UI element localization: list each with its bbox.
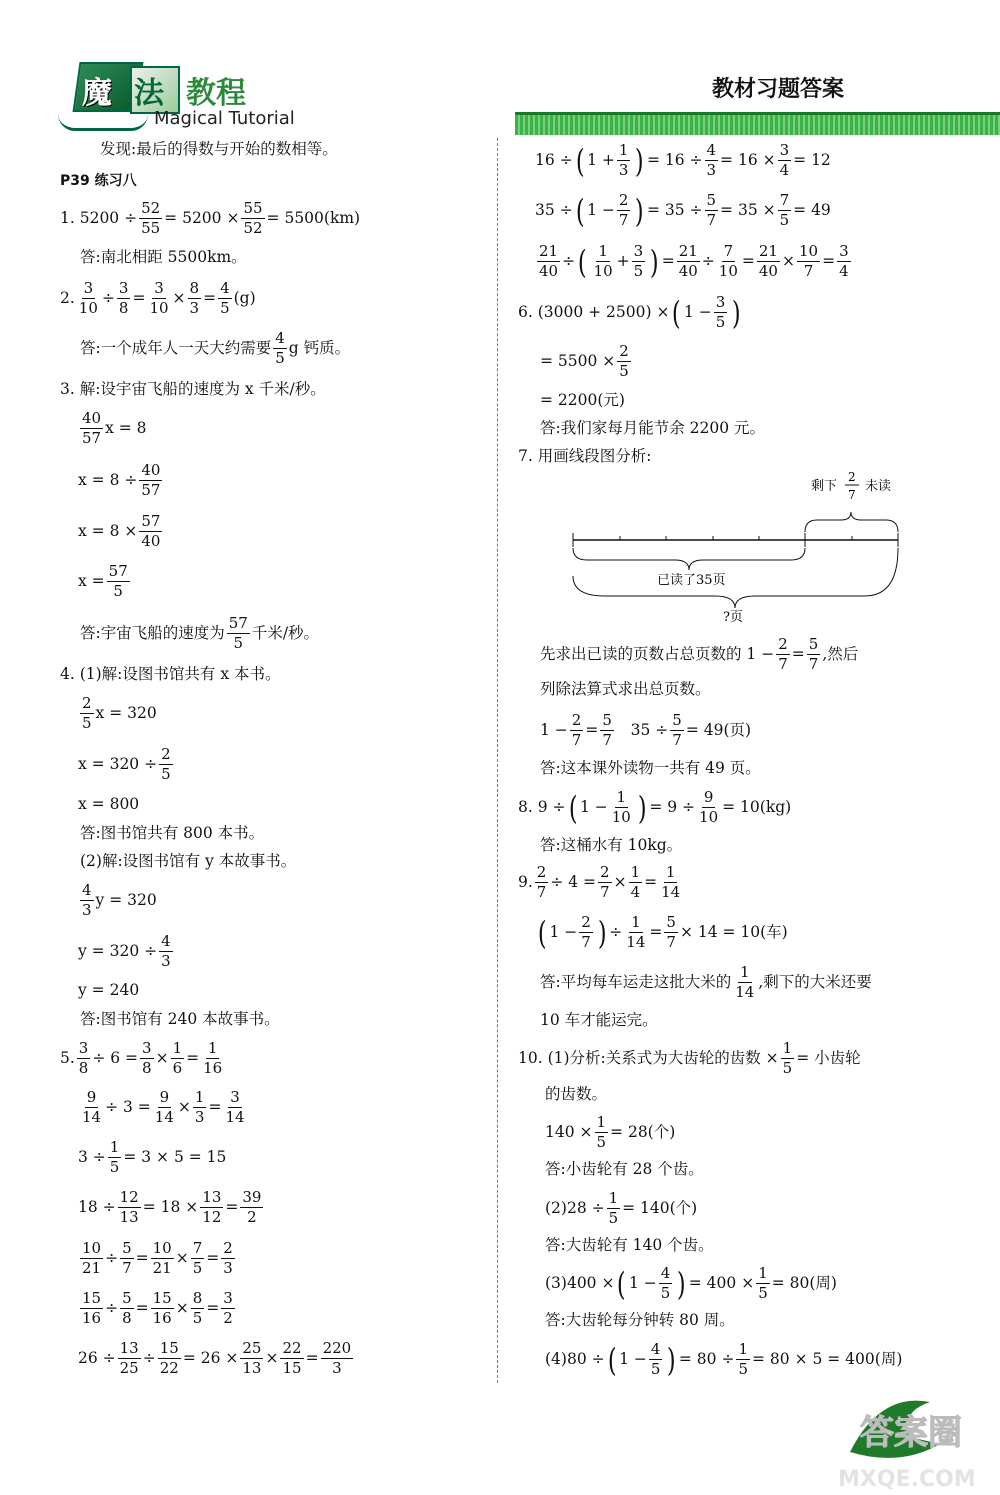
problem-7: 7. 用画线段图分析: bbox=[518, 447, 652, 465]
answer-3-unit: 千米/秒。 bbox=[251, 623, 320, 642]
equation: $\frac{10}{21}$ ÷ $\frac{5}{7}$ = $\frac{10}{21}$ × $\frac{7}{5}$ = $\frac{2}{3}$ bbox=[82, 1239, 233, 1277]
problem-10-1-cont: 的齿数。 bbox=[545, 1085, 608, 1103]
watermark-text: MXQE.COM bbox=[838, 1467, 976, 1492]
remain-unread: 未读 bbox=[865, 479, 892, 494]
answer-3: 答:宇宙飞船的速度为 $\frac{57}{5}$ 千米/秒。 bbox=[80, 614, 320, 652]
explanation: 列除法算式求出总页数。 bbox=[540, 680, 711, 698]
total-label: ?页 bbox=[723, 610, 743, 625]
page-header bbox=[0, 0, 1000, 140]
header-bar bbox=[515, 112, 1000, 135]
equation: ( 1 − $\frac{2}{7}$ ) ÷ $\frac{1}{14}$ = $\frac{5}{7}$ × 14 = 10(车) bbox=[537, 913, 788, 952]
equation: 16 ÷ ( 1 + $\frac{1}{3}$ ) = 16 ÷ $\frac{4}{3}$ = 16 × $\frac{3}{4}$ = 12 bbox=[535, 141, 831, 180]
equation: $\frac{4}{3}$ y = 320 bbox=[82, 881, 157, 919]
magical-tutorial-logo bbox=[58, 62, 318, 132]
equation: = 5500 × $\frac{2}{5}$ bbox=[540, 342, 629, 380]
answer-4-2: 答:图书馆有 240 本故事书。 bbox=[80, 1010, 280, 1028]
wizard-hat-watermark bbox=[820, 1382, 1000, 1495]
answer-2: 答: 一个成年人一天大约需要 $\frac{4}{5}$ g 钙质。 bbox=[80, 329, 351, 367]
book-icon bbox=[58, 114, 148, 131]
answer-6: 答:我们家每月能节余 2200 元。 bbox=[540, 419, 766, 437]
explanation: 先求出已读的页数占总页数的 1 − $\frac{2}{7}$ = $\frac{5}{7}$ ,然后 bbox=[540, 635, 859, 673]
equation: $\frac{40}{57}$ x = 8 bbox=[82, 409, 147, 447]
exercise-heading: P39 练习八 bbox=[60, 173, 137, 189]
equation: 26 ÷ $\frac{13}{25}$ ÷ $\frac{15}{22}$ = 26 × $\frac{25}{13}$ × $\frac{22}{15}$ = $\frac{220}{3}$ bbox=[78, 1339, 352, 1377]
total-brace bbox=[573, 548, 898, 608]
problem-2: 2. $\frac{3}{10}$ ÷ $\frac{3}{8}$ = $\frac{3}{10}$ × $\frac{8}{3}$ = $\frac{4}{5}$ (g) bbox=[60, 279, 256, 317]
answer-10-1: 答:小齿轮有 28 个齿。 bbox=[545, 1160, 704, 1178]
logo-subtitle: Magical Tutorial bbox=[154, 108, 295, 129]
read-label: 已读了35页 bbox=[657, 573, 726, 588]
problem-3-setup: 3. 解:设宇宙飞船的速度为 x 千米/秒。 bbox=[60, 380, 326, 398]
answer-2-unit: g 钙质。 bbox=[288, 338, 351, 357]
svg-text:答案圈: 答案圈 bbox=[860, 1413, 962, 1453]
equation: = 2200(元) bbox=[540, 391, 625, 409]
answer-8: 答:这桶水有 10kg。 bbox=[540, 836, 683, 854]
problem-9: 9. $\frac{2}{7}$ ÷ 4 = $\frac{2}{7}$ × $\frac{1}{4}$ = $\frac{1}{14}$ bbox=[518, 863, 681, 901]
equation: x = 320 ÷ $\frac{2}{5}$ bbox=[78, 745, 171, 783]
equation: x = 8 × $\frac{57}{40}$ bbox=[78, 512, 161, 550]
equation: 18 ÷ $\frac{12}{13}$ = 18 × $\frac{13}{12}$ = $\frac{39}{2}$ bbox=[78, 1188, 262, 1226]
problem-10-3: (3)400 × ( 1 − $\frac{4}{5}$ ) = 400 × $\frac{1}{5}$ = 80(周) bbox=[545, 1264, 837, 1303]
logo-char-1: 魔 bbox=[82, 76, 112, 111]
equation: y = 320 ÷ $\frac{4}{3}$ bbox=[78, 932, 171, 970]
problem-4-setup: 4. (1)解:设图书馆共有 x 本书。 bbox=[60, 665, 281, 683]
problem-8: 8. 9 ÷ ( 1 − $\frac{1}{10}$ ) = 9 ÷ $\frac{9}{10}$ = 10(kg) bbox=[518, 788, 792, 827]
equation: y = 240 bbox=[78, 981, 140, 999]
answer-7: 答:这本课外读物一共有 49 页。 bbox=[540, 759, 761, 777]
problem-10-2: (2)28 ÷ $\frac{1}{5}$ = 140(个) bbox=[545, 1189, 698, 1227]
answer-9-cont: 10 车才能运完。 bbox=[540, 1011, 658, 1029]
answer-10-2: 答:大齿轮有 140 个齿。 bbox=[545, 1236, 714, 1254]
text-line: 发现:最后的得数与开始的数相等。 bbox=[100, 140, 338, 158]
column-divider bbox=[497, 138, 498, 1383]
answer-2-text: 一个成年人一天大约需要 bbox=[100, 338, 272, 357]
equation: 35 ÷ ( 1 − $\frac{2}{7}$ ) = 35 ÷ $\frac{5}{7}$ = 35 × $\frac{7}{5}$ = 49 bbox=[535, 191, 831, 230]
equation: $\frac{21}{40}$ ÷ ( $\frac{1}{10}$ + $\frac{3}{5}$ ) = $\frac{21}{40}$ ÷ $\frac{7}{10}$ = $\frac{21}{40}$ × $\frac{10}{7}$ = $\frac{3}{4}$ bbox=[539, 242, 849, 281]
problem-4-2-setup: (2)解:设图书馆有 y 本故事书。 bbox=[80, 852, 297, 870]
section-title: 教材习题答案 bbox=[712, 77, 845, 102]
remain-label: 剩下 bbox=[811, 479, 838, 494]
problem-1: 1. 5200 ÷ $\frac{52}{55}$ = 5200 × $\frac{55}{52}$ = 5500(km) bbox=[60, 199, 361, 237]
line-segment-diagram bbox=[565, 468, 905, 628]
svg-text:2: 2 bbox=[848, 470, 856, 484]
equation: x = 800 bbox=[78, 795, 140, 813]
logo-char-2: 法 bbox=[134, 76, 164, 111]
answer-1: 答:南北相距 5500km。 bbox=[80, 248, 247, 266]
equation: $\frac{2}{5}$ x = 320 bbox=[82, 694, 157, 732]
equation: $\frac{9}{14}$ ÷ 3 = $\frac{9}{14}$ × $\frac{1}{3}$ = $\frac{3}{14}$ bbox=[82, 1088, 245, 1126]
equation: x = 8 ÷ $\frac{40}{57}$ bbox=[78, 461, 161, 499]
answer-10-3: 答:大齿轮每分钟转 80 周。 bbox=[545, 1311, 735, 1329]
answer-4-1: 答:图书馆共有 800 本书。 bbox=[80, 824, 265, 842]
problem-10-4: (4)80 ÷ ( 1 − $\frac{4}{5}$ ) = 80 ÷ $\frac{1}{5}$ = 80 × 5 = 400(周) bbox=[545, 1340, 903, 1379]
problem-5: 5. $\frac{3}{8}$ ÷ 6 = $\frac{3}{8}$ × $\frac{1}{6}$ = $\frac{1}{16}$ bbox=[60, 1039, 223, 1077]
remain-brace bbox=[805, 512, 898, 532]
read-brace bbox=[573, 548, 805, 570]
equation: 140 × $\frac{1}{5}$ = 28(个) bbox=[545, 1113, 676, 1151]
answer-9: 答:平均每车运走这批大米的 $\frac{1}{14}$ ,剩下的大米还要 bbox=[540, 963, 872, 1001]
problem-10-1: 10. (1)分析:关系式为大齿轮的齿数 × $\frac{1}{5}$ = 小齿轮 bbox=[518, 1039, 861, 1077]
equation: 3 ÷ $\frac{1}{5}$ = 3 × 5 = 15 bbox=[78, 1138, 227, 1176]
svg-text:7: 7 bbox=[848, 488, 856, 502]
equation: 1 − $\frac{2}{7}$ = $\frac{5}{7}$ 35 ÷ $\frac{5}{7}$ = 49(页) bbox=[540, 711, 752, 749]
equation: $\frac{15}{16}$ ÷ $\frac{5}{8}$ = $\frac{15}{16}$ × $\frac{8}{5}$ = $\frac{3}{2}$ bbox=[82, 1289, 233, 1327]
logo-char-3: 教程 bbox=[186, 76, 246, 111]
problem-6: 6. (3000 + 2500) × ( 1 − $\frac{3}{5}$ ) bbox=[518, 293, 741, 332]
equation: x = $\frac{57}{5}$ bbox=[78, 562, 128, 600]
